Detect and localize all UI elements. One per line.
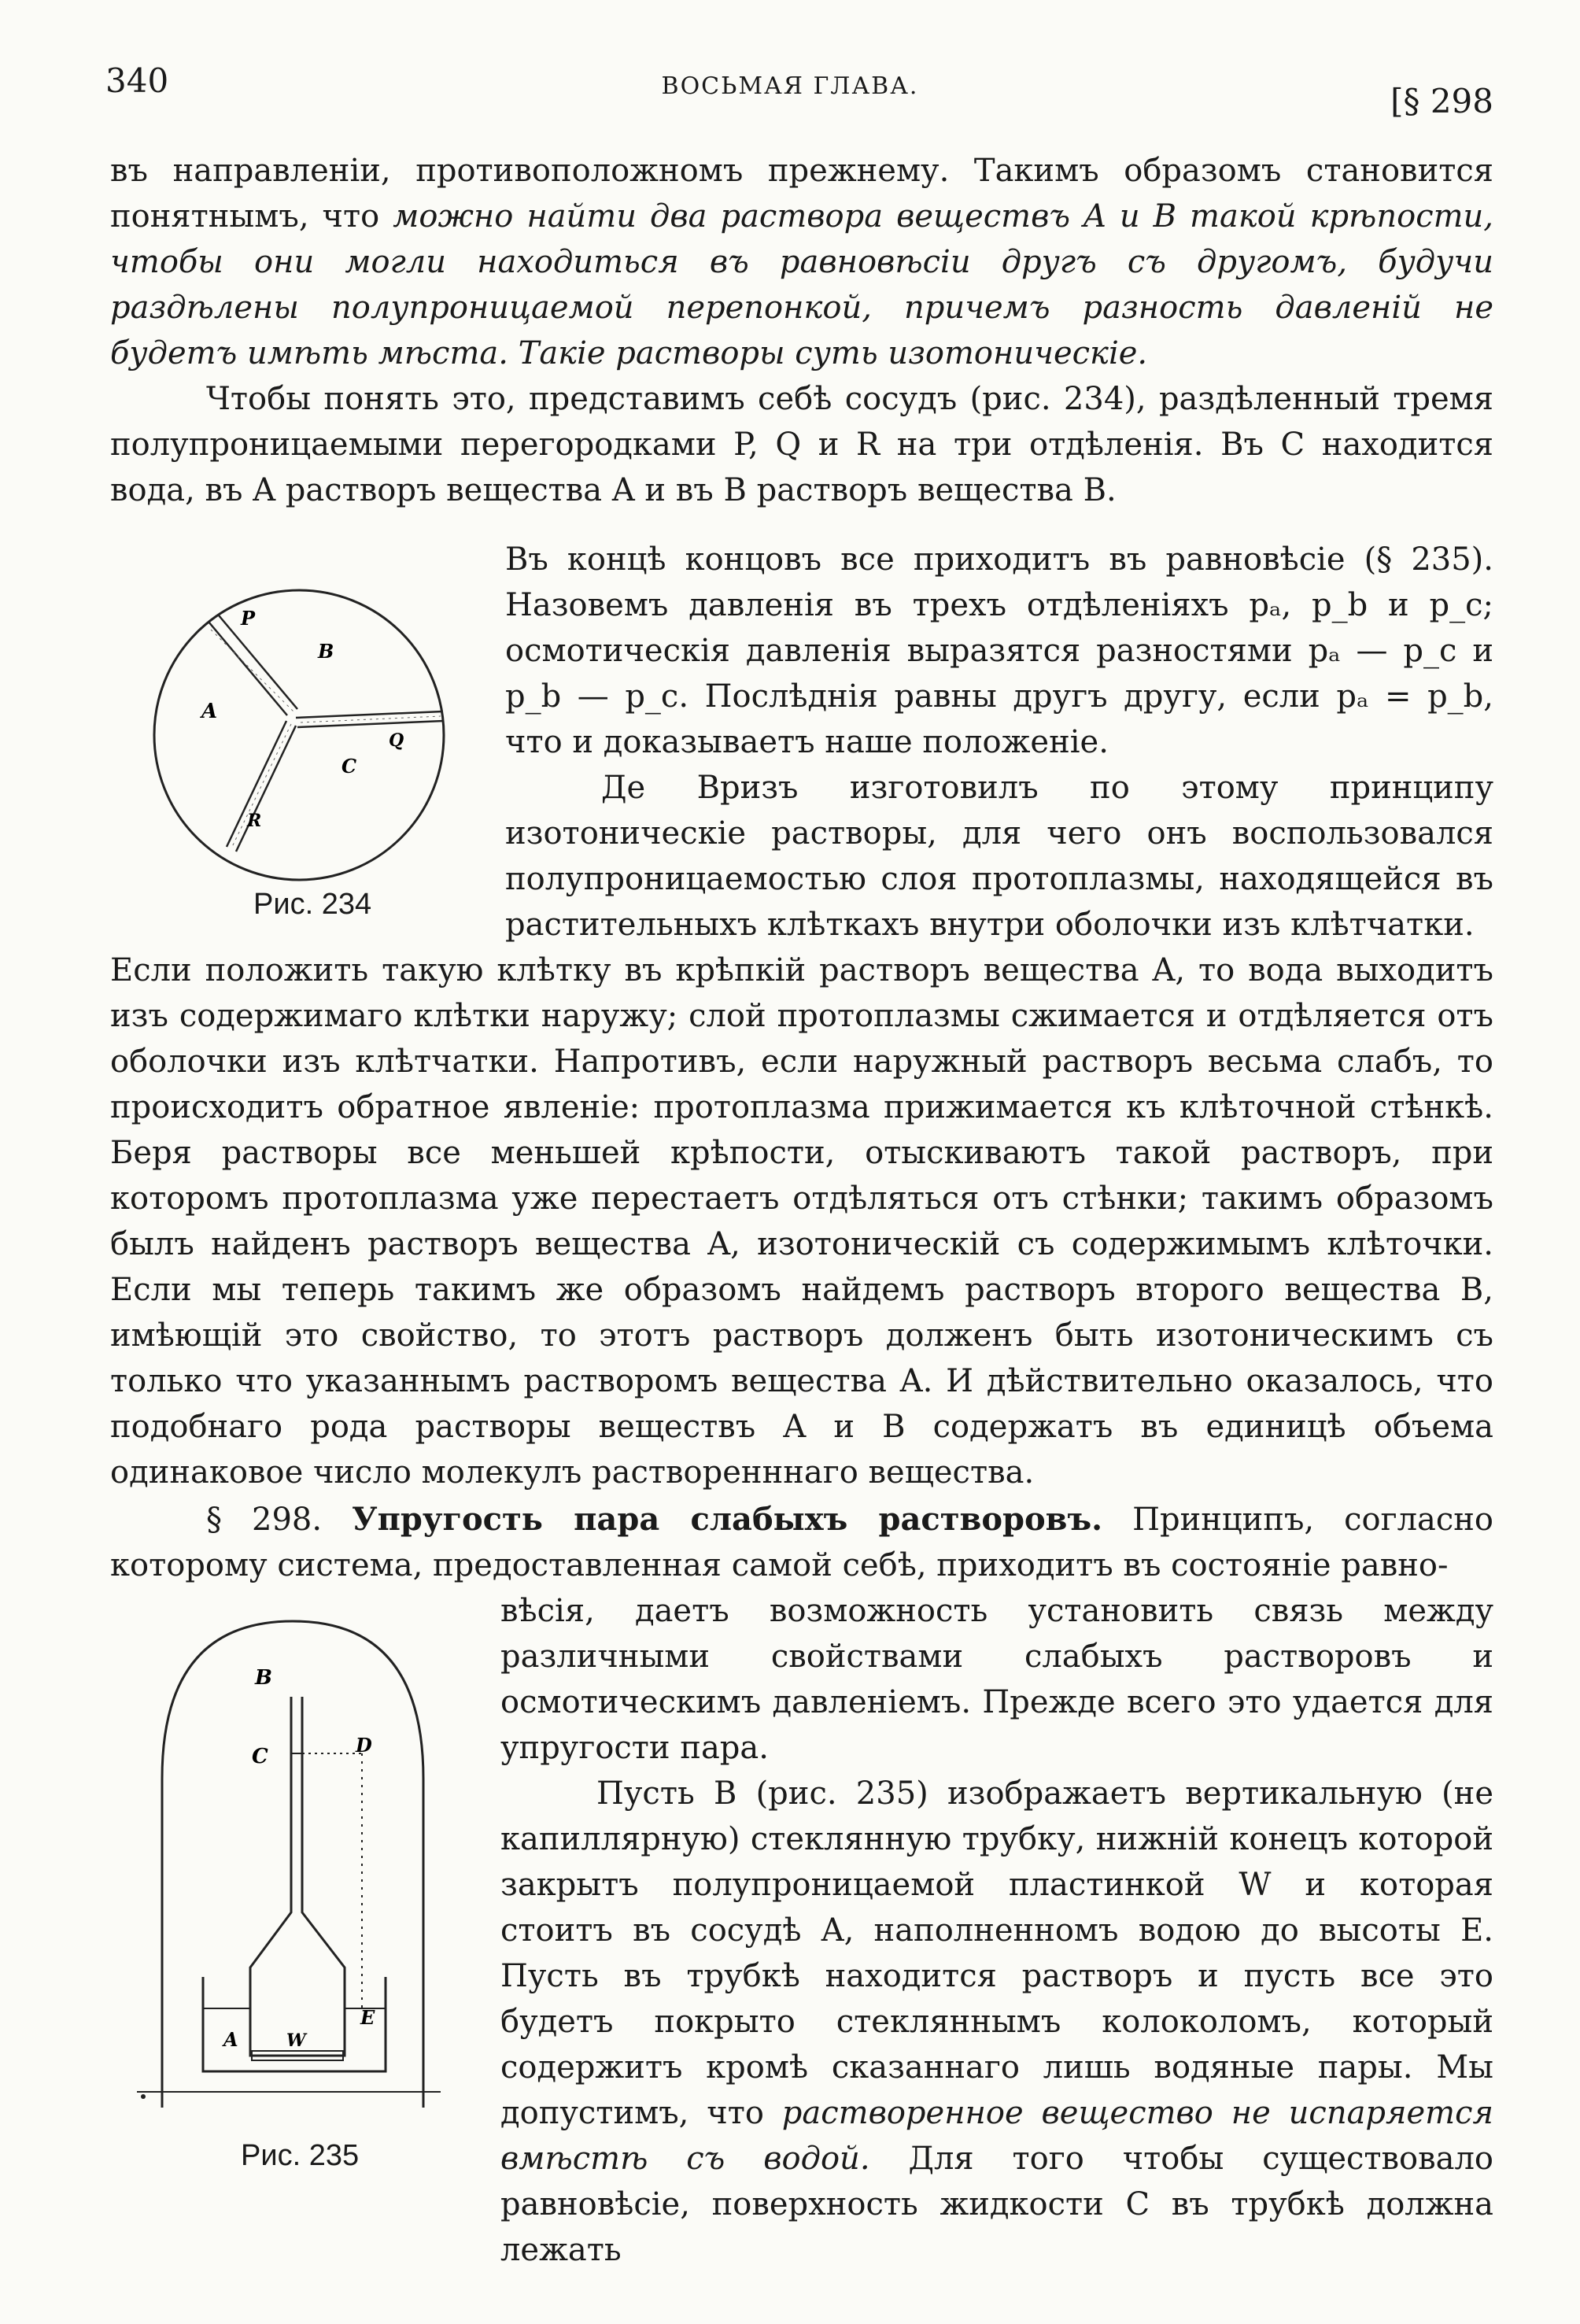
paragraph bbox=[500, 1771, 1493, 2273]
paragraph: Въ концѣ концовъ все приходитъ въ равновѣсіе (§ 235). Назовемъ давленія въ трехъ отдѣленіяхъ pₐ, p_b и p_c; осмотическія давленія выразятся разностями pₐ — p_c и p_b — p_c. Послѣднія равны другъ другу, если pₐ = p_b, что и доказываетъ наше положеніе. bbox=[505, 541, 1493, 760]
label-p: P bbox=[241, 607, 256, 630]
section-title: Упругость пара слабыхъ растворовъ. bbox=[352, 1501, 1103, 1538]
paragraph bbox=[110, 1497, 1493, 1588]
paragraph: Де Вризъ изготовилъ по этому принципу изотоническіе растворы, для чего онъ воспользовался полупроницаемостью слоя протоплазмы, находящейся въ растительныхъ клѣткахъ внутри оболочки изъ клѣтчатки. bbox=[505, 770, 1493, 943]
label-e: E bbox=[360, 2006, 375, 2029]
section-298-heading bbox=[110, 1497, 1493, 1588]
label-a: A bbox=[201, 700, 218, 723]
page-number: 340 bbox=[105, 61, 169, 100]
figure-235-caption: Рис. 235 bbox=[241, 2139, 360, 2172]
figure-234-caption: Рис. 234 bbox=[253, 888, 372, 921]
paragraph bbox=[110, 148, 1493, 376]
text-block-top bbox=[110, 148, 1493, 513]
section-reference: [§ 298 bbox=[1390, 82, 1493, 120]
label-w: W bbox=[286, 2030, 306, 2051]
label-q: Q bbox=[389, 730, 404, 751]
text-span: Для того чтобы существовало равновѣсіе, поверхность жидкости C въ трубкѣ должна лежать bbox=[500, 2141, 1493, 2268]
text-span: Принципъ, согласно которому система, предоставленная самой себѣ, приходитъ въ состояніе равно- bbox=[110, 1502, 1493, 1583]
label-c: C bbox=[341, 755, 357, 778]
text-span: Пусть B (рис. 235) изображаетъ вертикальную (не капиллярную) стеклянную трубку, нижній конецъ которой закрытъ полупроницаемой пластинкой W и которая стоитъ въ сосудѣ A, наполненномъ водою до высоты E. Пусть въ трубкѣ находится растворъ и пусть все это будетъ покрыто стекляннымъ колоколомъ, который содержитъ кромѣ сказаннаго лишь водяные пары. Мы допустимъ, что bbox=[500, 1775, 1493, 2131]
label-a: A bbox=[223, 2028, 238, 2051]
label-b: B bbox=[318, 640, 334, 663]
label-d: D bbox=[356, 1734, 372, 1757]
paragraph: вѣсія, даетъ возможность установить связь между различными свойствами слабыхъ растворовъ и осмотическимъ давленіемъ. Прежде всего это удается для упругости пара. bbox=[500, 1593, 1493, 1766]
figure-235-diagram bbox=[126, 1605, 456, 2109]
text-block-beside-fig235 bbox=[500, 1588, 1493, 2273]
label-r: R bbox=[247, 811, 262, 831]
italic-text: растворенное вещество не испаряется вмѣстѣ съ водой. bbox=[500, 2095, 1493, 2177]
text-block-middle bbox=[110, 948, 1493, 1495]
paragraph: Если положить такую клѣтку въ крѣпкій растворъ вещества A, то вода выходитъ изъ содержимаго клѣтки наружу; слой протоплазмы сжимается и отдѣляется отъ оболочки изъ клѣтчатки. Напротивъ, если наружный растворъ весьма слабъ, то происходитъ обратное явленіе: протоплазма прижимается къ клѣточной стѣнкѣ. Беря растворы все меньшей крѣпости, отыскиваютъ такой растворъ, при которомъ протоплазма уже перестаетъ отдѣляться отъ стѣнки; такимъ образомъ былъ найденъ растворъ вещества A, изотоническій съ содержимымъ клѣточки. Если мы теперь такимъ же образомъ найдемъ растворъ второго вещества B, имѣющій это свойство, то этотъ растворъ долженъ быть изотоническимъ съ только что указаннымъ растворомъ вещества A. И дѣйствительно оказалось, что подобнаго рода растворы веществъ A и B содержатъ въ единицѣ объема одинаковое число молекулъ растворенннаго вещества. bbox=[110, 952, 1493, 1491]
text-span: въ направленіи, противоположномъ прежнему. Такимъ образомъ становится понятнымъ, что bbox=[110, 153, 1493, 235]
label-c: C bbox=[252, 1745, 268, 1768]
running-title: ВОСЬМАЯ ГЛАВА. bbox=[661, 72, 919, 100]
paragraph: Чтобы понять это, представимъ себѣ сосудъ (рис. 234), раздѣленный тремя полупроницаемыми перегородками P, Q и R на три отдѣленія. Въ C находится вода, въ A растворъ вещества A и въ B растворъ вещества B. bbox=[110, 381, 1493, 508]
figure-234-diagram bbox=[132, 586, 463, 885]
text-block-beside-fig234 bbox=[505, 537, 1493, 948]
section-number: § 298. bbox=[206, 1502, 323, 1538]
italic-text: можно найти два раствора веществъ A и B такой крѣпости, чтобы они могли находиться въ равновѣсіи другъ съ другомъ, будучи раздѣлены полупроницаемой перепонкой, причемъ разность давленій не будетъ имѣть мѣста. Такіе растворы суть изотоническіе. bbox=[110, 198, 1494, 371]
label-b: B bbox=[255, 1666, 272, 1690]
